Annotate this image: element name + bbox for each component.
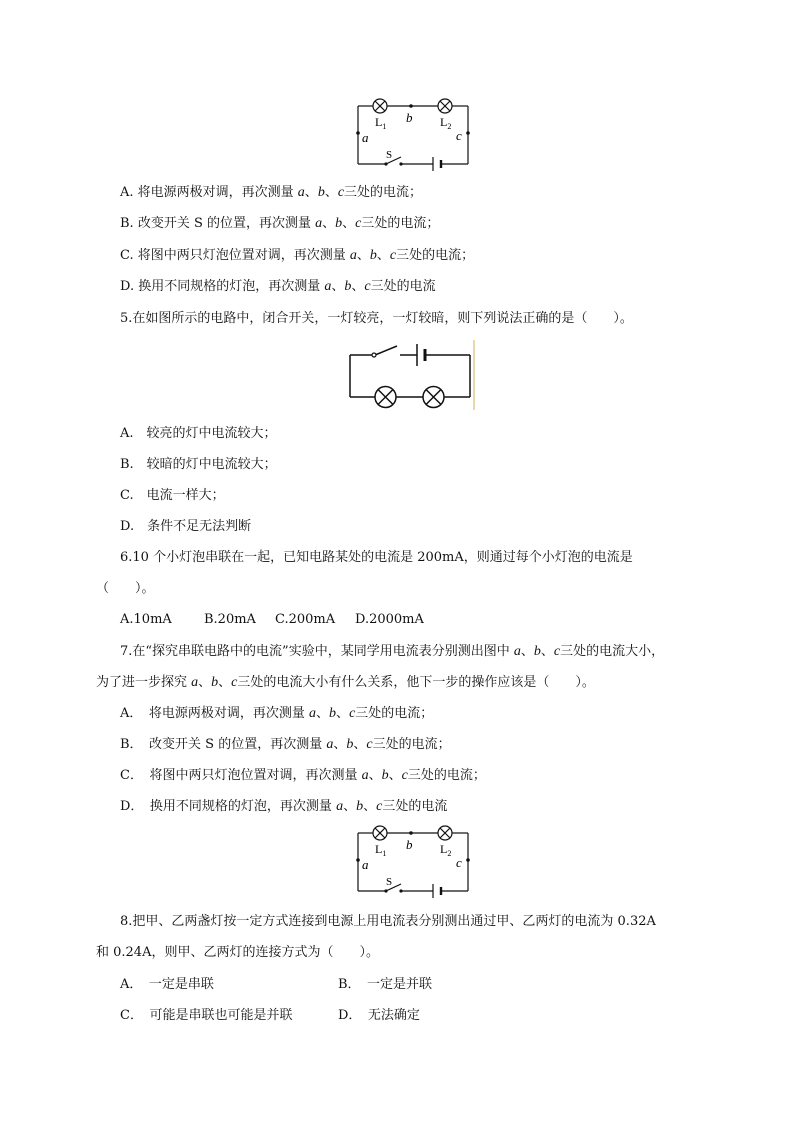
q5-option-a: A. 较亮的灯中电流较大； bbox=[120, 426, 277, 441]
label3-l1: $L_1$ bbox=[375, 842, 387, 858]
q7-stem-line1: 7.在“探究串联电路中的电流”实验中，某同学用电流表分别测出图中 a、b、c三处的电流大小， bbox=[120, 644, 665, 659]
q6-stem-line1: 6.10 个小灯泡串联在一起，已知电路某处的电流是 200mA，则通过每个小灯泡的电流是 bbox=[120, 550, 633, 565]
q6-stem-line2: （ ）。 bbox=[96, 581, 155, 596]
label3-l2: $L_2$ bbox=[440, 842, 452, 858]
label-a: a bbox=[362, 130, 369, 145]
q8-option-a: A． 一定是串联 bbox=[120, 977, 214, 992]
q7-option-b: B． 改变开关 S 的位置，再次测量 a、b、c三处的电流； bbox=[120, 737, 451, 752]
q8-option-c: C． 可能是串联也可能是并联 bbox=[120, 1008, 293, 1023]
q6-option-c: C.200mA bbox=[275, 612, 336, 627]
q5-option-b: B. 较暗的灯中电流较大； bbox=[120, 457, 277, 472]
label-c: c bbox=[456, 128, 462, 143]
junction3-dots bbox=[356, 831, 470, 892]
label-l2: $L_2$ bbox=[440, 115, 452, 131]
q6-option-a: A.10mA bbox=[120, 612, 172, 627]
q4-option-c: C. 将图中两只灯泡位置对调，再次测量 a、b、c三处的电流； bbox=[120, 248, 475, 263]
q7-option-c: C． 将图中两只灯泡位置对调，再次测量 a、b、c三处的电流； bbox=[120, 768, 486, 783]
lamp3-l2-icon bbox=[438, 826, 452, 840]
q6-option-d: D.2000mA bbox=[355, 612, 424, 627]
q8-stem-line2: 和 0.24A，则甲、乙两灯的连接方式为（ ）。 bbox=[96, 945, 379, 960]
label-s: S bbox=[386, 149, 393, 161]
label3-c: c bbox=[456, 855, 462, 870]
q8-option-b: B． 一定是并联 bbox=[338, 977, 433, 992]
label3-b: b bbox=[406, 837, 413, 852]
label-l1: $L_1$ bbox=[375, 115, 387, 131]
q5-stem: 5.在如图所示的电路中，闭合开关，一灯较亮，一灯较暗，则下列说法正确的是（ ）。 bbox=[120, 311, 633, 326]
label-b: b bbox=[406, 110, 413, 125]
q5-option-c: C. 电流一样大； bbox=[120, 488, 225, 503]
q7-option-d: D． 换用不同规格的灯泡，再次测量 a、b、c三处的电流 bbox=[120, 799, 448, 814]
battery3-icon bbox=[433, 884, 441, 898]
q7-option-a: A． 将电源两极对调，再次测量 a、b、c三处的电流； bbox=[120, 706, 434, 721]
q4-option-a: A. 将电源两极对调，再次测量 a、b、c三处的电流； bbox=[120, 185, 423, 200]
label3-a: a bbox=[362, 857, 369, 872]
q8-stem-line1: 8.把甲、乙两盏灯按一定方式连接到电源上用电流表分别测出通过甲、乙两灯的电流为 0.32A bbox=[120, 914, 656, 929]
q4-option-b: B. 改变开关 S 的位置，再次测量 a、b、c三处的电流； bbox=[120, 216, 440, 231]
q4-option-d: D. 换用不同规格的灯泡，再次测量 a、b、c三处的电流 bbox=[120, 279, 436, 294]
q6-option-b: B.20mA bbox=[204, 612, 256, 627]
q8-option-d: D． 无法确定 bbox=[338, 1008, 420, 1023]
lamp3-l1-icon bbox=[373, 826, 387, 840]
label3-s: S bbox=[386, 876, 393, 888]
q5-option-d: D. 条件不足无法判断 bbox=[120, 519, 252, 534]
q7-stem-line2: 为了进一步探究 a、b、c三处的电流大小有什么关系，他下一步的操作应该是（ ）。 bbox=[96, 675, 595, 690]
